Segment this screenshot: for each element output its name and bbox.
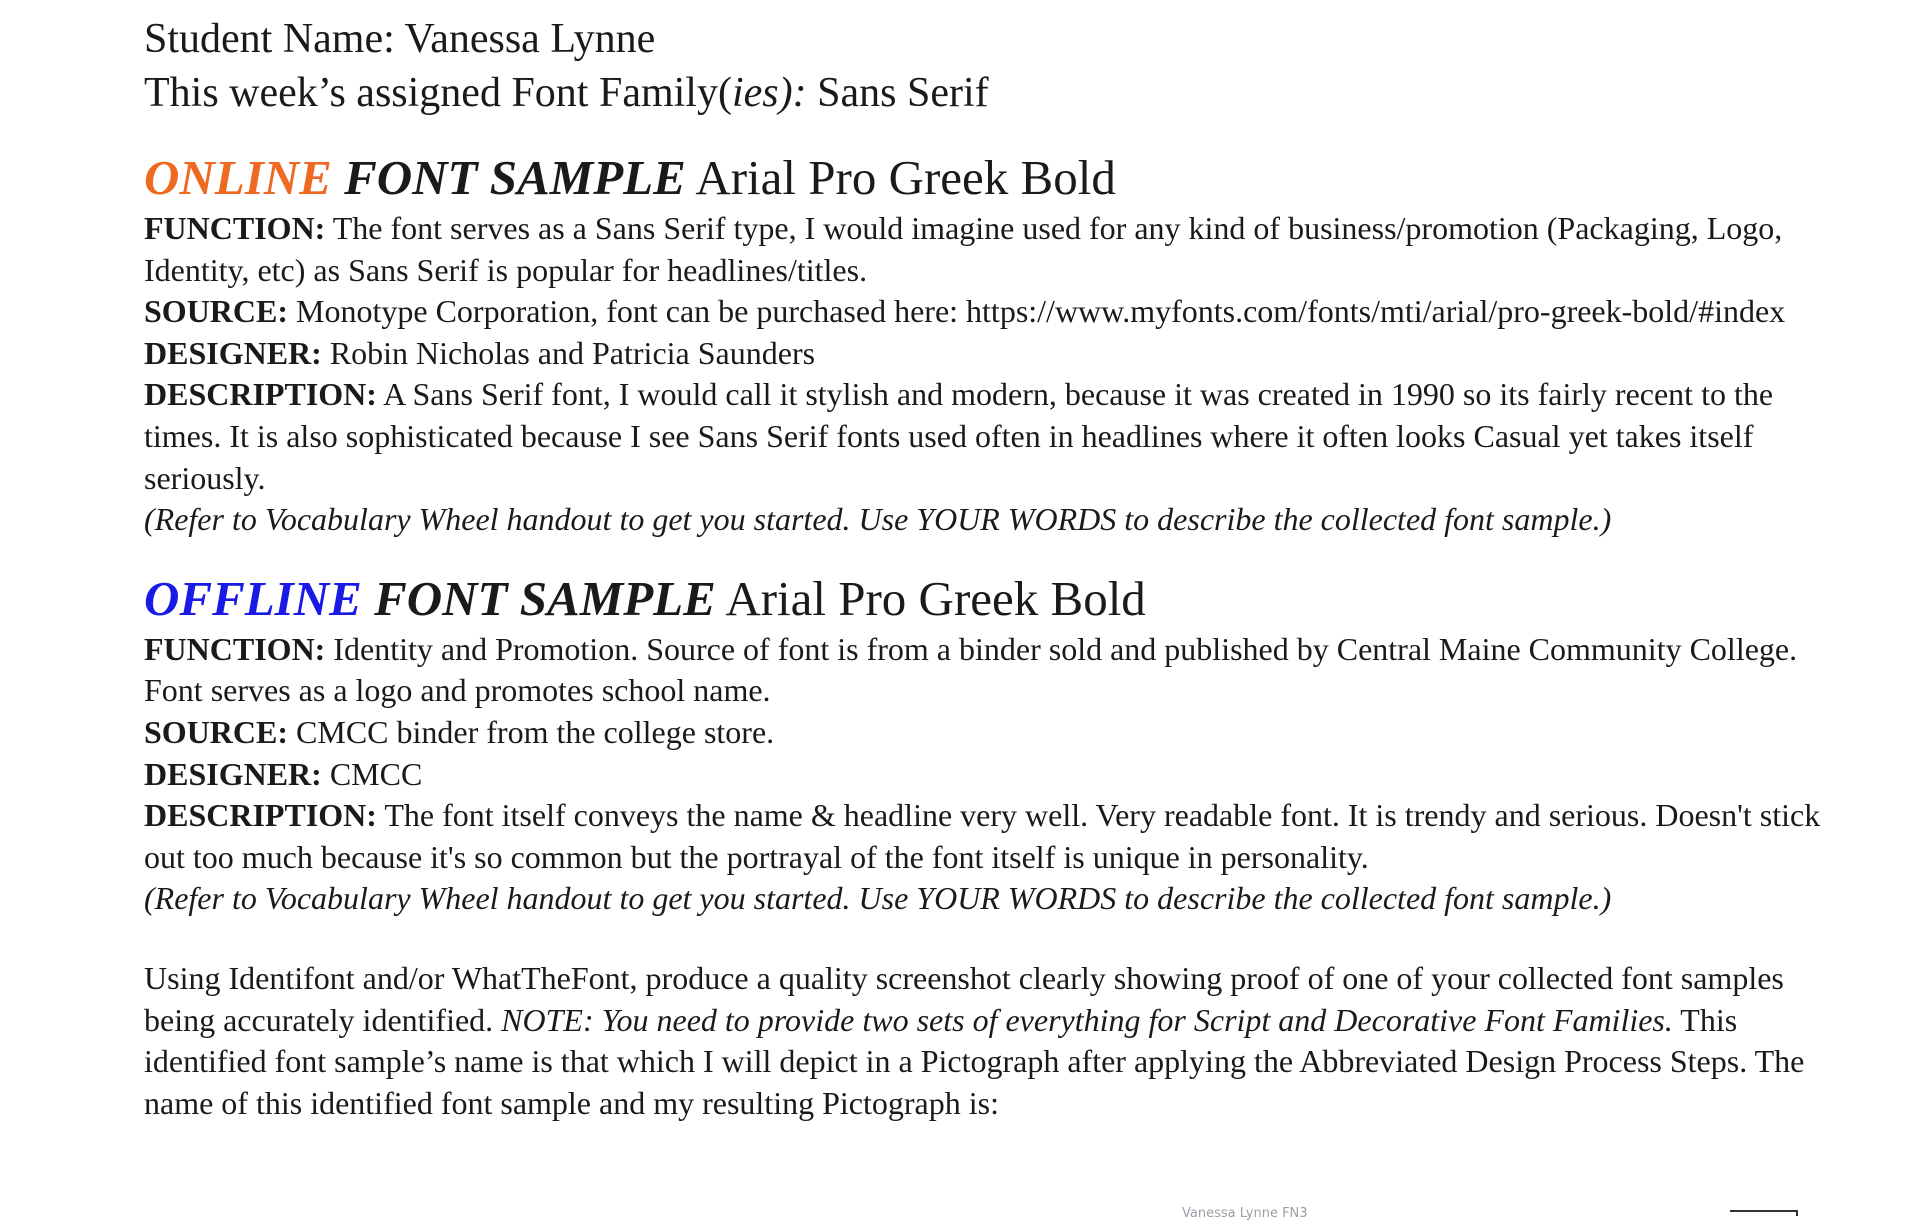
- offline-function-label: FUNCTION:: [144, 630, 326, 667]
- offline-tag: OFFLINE: [144, 570, 362, 626]
- online-function: [144, 208, 1824, 291]
- student-name-text: Student Name: Vanessa Lynne: [144, 16, 656, 62]
- assigned-font-family: [144, 66, 1824, 120]
- offline-source-label: SOURCE:: [144, 713, 289, 750]
- offline-function: [144, 629, 1824, 712]
- offline-designer: [144, 754, 1824, 796]
- online-sample-label: FONT SAMPLE: [344, 150, 686, 205]
- online-description-label: DESCRIPTION:: [144, 376, 377, 413]
- offline-section: [144, 569, 1824, 920]
- offline-description-text: The font itself conveys the name & headline very well. Very readable font. It is trendy and serious. Doesn't stick out too much because it's so common but the portrayal of the font itself is unique in personality.: [144, 797, 1821, 875]
- offline-source-text: CMCC binder from the college store.: [296, 713, 775, 750]
- closing-part2: This identified font sample’s name is that which I will depict in a Pictograph after applying the Abbreviated Design Process Steps. The name of this identified font sample and my resulting Pictograph is:: [144, 1001, 1805, 1121]
- online-designer-text: Robin Nicholas and Patricia Saunders: [329, 334, 816, 371]
- online-description-text: A Sans Serif font, I would call it stylish and modern, because it was created in 1990 so its fairly recent to the times. It is also sophisticated because I see Sans Serif fonts used often in headlines where it often looks Casual yet takes itself seriously.: [144, 376, 1774, 496]
- online-function-text: The font serves as a Sans Serif type, I would imagine used for any kind of business/promotion (Packaging, Logo, Identity, etc) as Sans Serif is popular for headlines/titles.: [144, 210, 1783, 288]
- online-designer: [144, 333, 1824, 375]
- pictograph-box-edge: [1730, 1210, 1798, 1216]
- offline-source: [144, 712, 1824, 754]
- student-name: [144, 12, 1824, 66]
- handwritten-scribble: Vanessa Lynne FN3: [1182, 1206, 1308, 1221]
- online-source: [144, 291, 1824, 333]
- offline-designer-text: CMCC: [329, 755, 423, 792]
- family-ital: ies):: [731, 70, 807, 116]
- closing-part1: Using Identifont and/or WhatTheFont, produce a quality screenshot clearly showing proof of one of your collected font samples being accurately identified.: [144, 959, 1784, 1038]
- offline-sample-label: FONT SAMPLE: [374, 570, 716, 626]
- online-note: (Refer to Vocabulary Wheel handout to get you started. Use YOUR WORDS to describe the collected font sample.): [144, 501, 1612, 538]
- online-description: [144, 374, 1824, 499]
- offline-note: (Refer to Vocabulary Wheel handout to get you started. Use YOUR WORDS to describe the collected font sample.): [144, 880, 1612, 917]
- online-section: [144, 148, 1824, 541]
- closing-paragraph: [144, 958, 1824, 1124]
- family-prefix: This week’s assigned Font Family(: [144, 70, 732, 116]
- offline-font-name: Arial Pro Greek Bold: [725, 570, 1146, 626]
- assignment-page: [144, 12, 1824, 1124]
- online-designer-label: DESIGNER:: [144, 334, 322, 371]
- online-source-text: Monotype Corporation, font can be purchased here: https://www.myfonts.com/fonts/mti/arial/pro-greek-bold/#index: [296, 293, 1786, 330]
- offline-description: [144, 795, 1824, 878]
- online-heading: [144, 148, 1824, 208]
- offline-heading: [144, 569, 1824, 629]
- offline-designer-label: DESIGNER:: [144, 755, 322, 792]
- online-font-name: Arial Pro Greek Bold: [695, 150, 1116, 205]
- offline-function-text: Identity and Promotion. Source of font is from a binder sold and published by Central Maine Community College. Font serves as a logo and promotes school name.: [144, 630, 1798, 709]
- online-tag: ONLINE: [144, 150, 332, 205]
- family-value: Sans Serif: [806, 70, 989, 116]
- online-source-label: SOURCE:: [144, 293, 289, 330]
- online-function-label: FUNCTION:: [144, 210, 326, 246]
- offline-description-label: DESCRIPTION:: [144, 797, 377, 834]
- closing-note: NOTE: You need to provide two sets of everything for Script and Decorative Font Families.: [501, 1001, 1673, 1038]
